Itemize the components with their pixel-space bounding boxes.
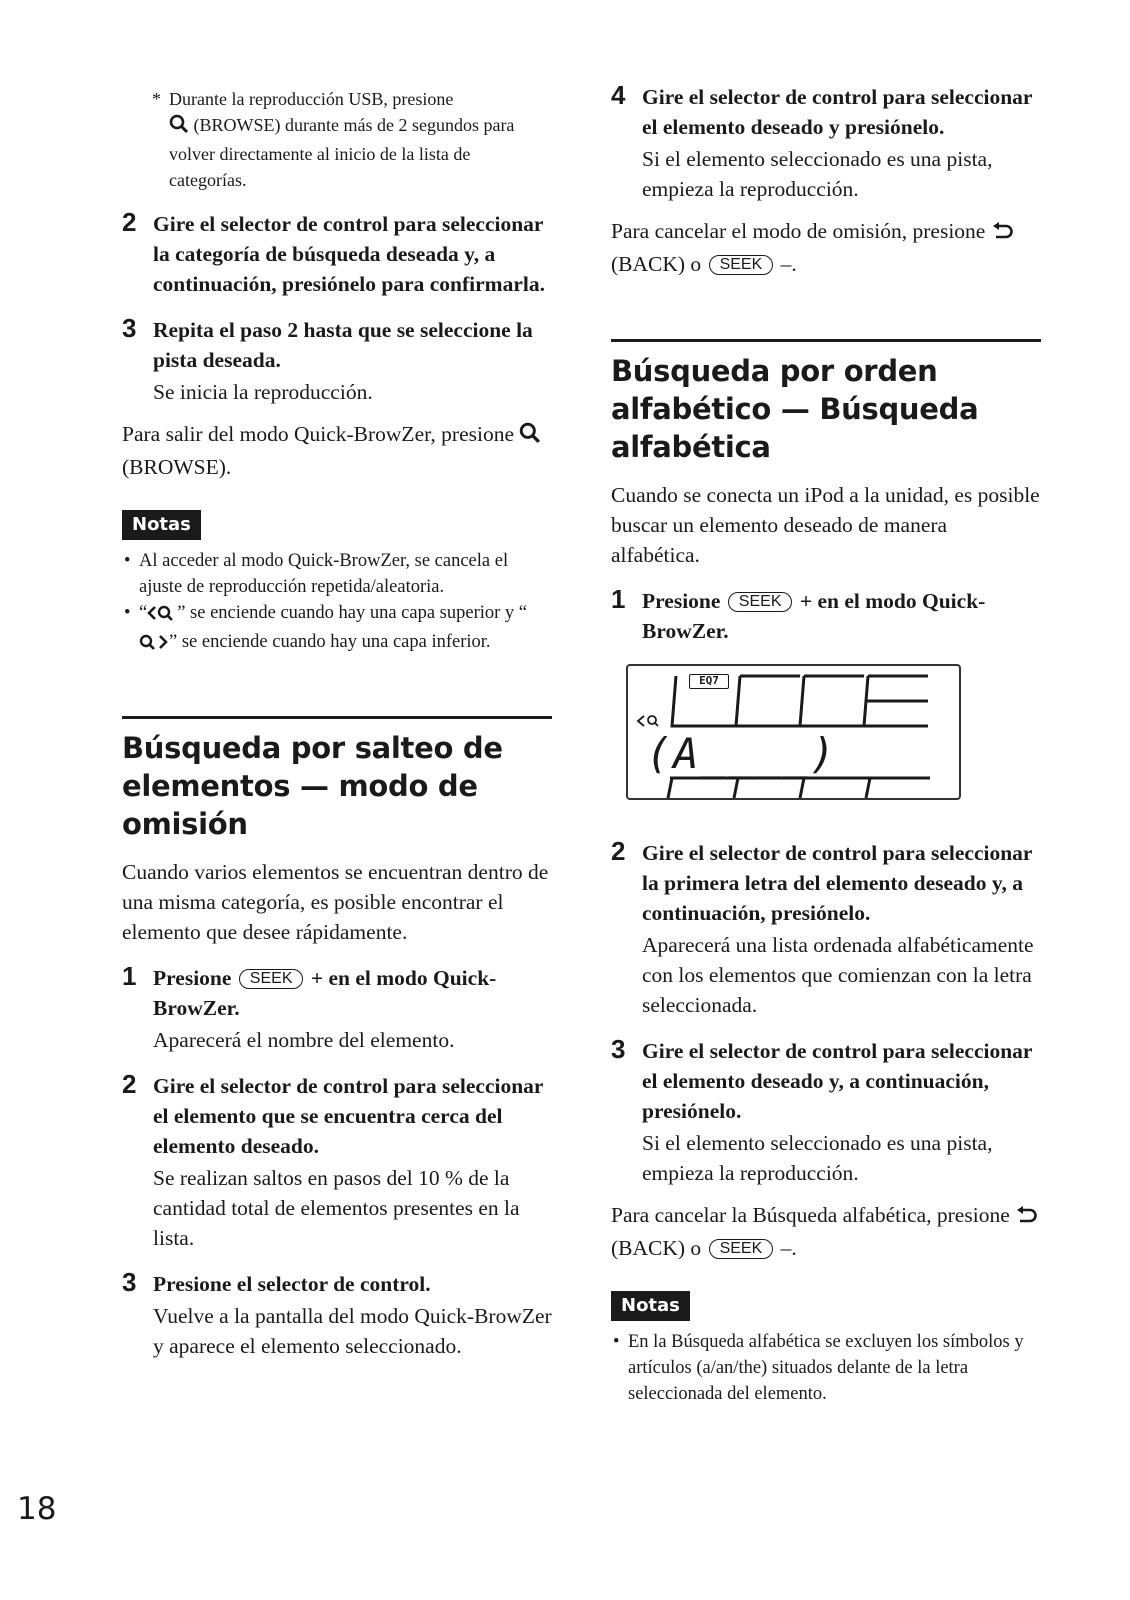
cancel-skip-instruction (611, 216, 1041, 279)
note-item: • Al acceder al modo Quick-BrowZer, se cancela el ajuste de reproducción repetida/aleatoria. (124, 551, 509, 597)
step-text-before: Presione (153, 966, 232, 990)
step-result: Se realizan saltos en pasos del 10 % de la cantidad total de elementos presentes en la lista. (153, 1166, 520, 1250)
step-text-before: Presione (642, 589, 721, 613)
step-text-after: + en el modo Quick-BrowZer. (153, 966, 497, 1020)
alpha-intro: Cuando se conecta un iPod a la unidad, es posible buscar un elemento deseado de manera alfabética. (611, 483, 1040, 567)
note-text: ” se enciende cuando hay una capa superior y “ (177, 603, 528, 623)
step-text-after: + en el modo Quick-BrowZer. (642, 589, 986, 643)
note-item: • “ ” se enciende cuando hay una capa superior y “” se enciende cuando hay una capa inferior. (122, 600, 552, 658)
search-icon (169, 114, 189, 141)
seek-button: SEEK (709, 255, 774, 275)
back-arrow-icon (991, 219, 1015, 249)
notes-block (122, 510, 552, 658)
note-text: En la Búsqueda alfabética se excluyen los símbolos y artículos (a/an/the) situados delante de la letra seleccionada del elemento. (628, 1332, 1024, 1404)
note-text: ” se enciende cuando hay una capa inferior. (169, 632, 491, 652)
lcd-display (626, 664, 961, 800)
notes-list (611, 1329, 1041, 1407)
step-instruction: Gire el selector de control para seleccionar el elemento deseado y presiónelo. (642, 85, 1033, 139)
note-text: Al acceder al modo Quick-BrowZer, se cancela el ajuste de reproducción repetida/aleatoria. (139, 551, 509, 597)
exit-instruction (122, 419, 552, 482)
footnote-text-after: (BROWSE) durante más de 2 segundos para volver directamente al inicio de la lista de categorías. (169, 115, 515, 190)
footnote-text-before: Durante la reproducción USB, presione (169, 89, 454, 109)
seek-button: SEEK (709, 1239, 774, 1259)
alpha-step-3 (611, 1036, 1041, 1188)
skip-step-2 (122, 1071, 552, 1253)
upper-layer-icon (147, 603, 177, 629)
footnote-star: * (152, 89, 161, 109)
section-title-skip: Búsqueda por salteo de elementos — modo de omisión (122, 731, 503, 841)
notes-label: Notas (611, 1291, 690, 1321)
step-instruction (153, 963, 552, 1023)
step-number: 3 (611, 1034, 626, 1064)
step-instruction: Gire el selector de control para seleccionar la categoría de búsqueda deseada y, a continuación, presiónelo para confirmarla. (153, 212, 545, 296)
step-instruction: Gire el selector de control para seleccionar el elemento que se encuentra cerca del elemento deseado. (153, 1074, 544, 1158)
step-result: Vuelve a la pantalla del modo Quick-BrowZer y aparece el elemento seleccionado. (153, 1304, 552, 1358)
section-rule (611, 339, 1041, 342)
seek-button: SEEK (728, 592, 793, 612)
step-number: 3 (122, 313, 137, 343)
section-title-alpha: Búsqueda por orden alfabético — Búsqueda alfabética (611, 354, 979, 464)
lcd-text: (A____) (646, 729, 838, 778)
step-result: Se inicia la reproducción. (153, 380, 373, 404)
left-column (122, 82, 552, 1361)
step-result: Si el elemento seleccionado es una pista, empieza la reproducción. (642, 1131, 993, 1185)
step-number: 4 (611, 80, 626, 110)
browse-footnote (122, 86, 552, 193)
step-number: 2 (122, 207, 137, 237)
cancel-text-before: Para cancelar el modo de omisión, presione (611, 219, 986, 243)
cancel-alpha-instruction (611, 1200, 1041, 1263)
step-instruction: Repita el paso 2 hasta que se seleccione la pista deseada. (153, 318, 533, 372)
cancel-text-after: –. (780, 252, 797, 276)
cancel-text-after: –. (780, 1236, 797, 1260)
cancel-text-middle: (BACK) o (611, 1236, 702, 1260)
step-result: Si el elemento seleccionado es una pista, empieza la reproducción. (642, 147, 993, 201)
alpha-step-1 (611, 586, 1041, 646)
notes-label: Notas (122, 510, 201, 540)
back-arrow-icon (1015, 1203, 1039, 1233)
search-icon (519, 422, 541, 452)
quick-step-2 (122, 209, 552, 299)
step-number: 2 (122, 1069, 137, 1099)
lower-layer-icon (139, 632, 169, 658)
section-rule (122, 716, 552, 719)
step-number: 1 (122, 961, 137, 991)
step-number: 2 (611, 836, 626, 866)
step-instruction: Gire el selector de control para seleccionar la primera letra del elemento deseado y, a continuación, presiónelo. (642, 841, 1033, 925)
skip-step-1 (122, 963, 552, 1055)
notes-block (611, 1291, 1041, 1407)
right-column (611, 82, 1041, 1407)
exit-text-after: (BROWSE). (122, 455, 232, 479)
step-result: Aparecerá una lista ordenada alfabéticamente con los elementos que comienzan con la letra seleccionada. (642, 933, 1034, 1017)
cancel-text-middle: (BACK) o (611, 252, 702, 276)
alpha-step-2 (611, 838, 1041, 1020)
skip-step-3 (122, 1269, 552, 1361)
skip-step-4 (611, 82, 1041, 204)
quick-step-3 (122, 315, 552, 407)
step-instruction: Gire el selector de control para seleccionar el elemento deseado y, a continuación, presiónelo. (642, 1039, 1033, 1123)
seek-button: SEEK (239, 969, 304, 989)
skip-intro: Cuando varios elementos se encuentran dentro de una misma categoría, es posible encontrar el elemento que desee rápidamente. (122, 860, 549, 944)
step-number: 3 (122, 1267, 137, 1297)
cancel-text-before: Para cancelar la Búsqueda alfabética, presione (611, 1203, 1010, 1227)
step-instruction: Presione el selector de control. (153, 1272, 431, 1296)
notes-list (122, 548, 552, 658)
note-quote-open: “ (139, 603, 148, 623)
exit-text-before: Para salir del modo Quick-BrowZer, presione (122, 422, 514, 446)
page-number: 18 (17, 1491, 57, 1527)
lcd-eq-indicator: EQ7 (689, 674, 729, 689)
step-result: Aparecerá el nombre del elemento. (153, 1028, 455, 1052)
note-item: • En la Búsqueda alfabética se excluyen los símbolos y artículos (a/an/the) situados delante de la letra seleccionada del elemento. (613, 1332, 1024, 1404)
step-instruction (642, 586, 1041, 646)
step-number: 1 (611, 584, 626, 614)
